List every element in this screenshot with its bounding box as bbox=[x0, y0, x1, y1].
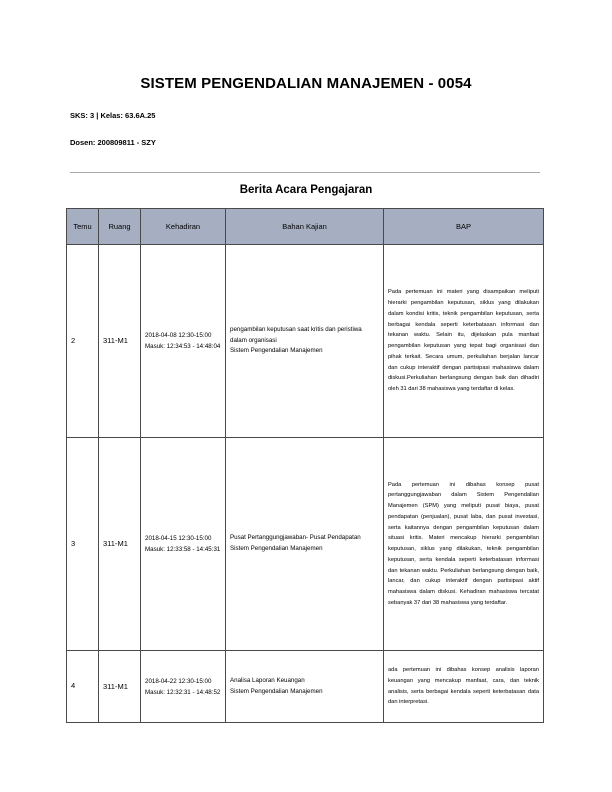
session-time: 2018-04-22 12:30-15:00 bbox=[145, 677, 212, 685]
topic: Pusat Pertanggungjawaban- Pusat Pendapatan bbox=[230, 534, 361, 542]
cell-bahan-kajian bbox=[226, 438, 384, 651]
table-header-row bbox=[67, 209, 544, 245]
cell-temu: 4 bbox=[67, 651, 99, 723]
cell-bap: ada pertemuan ini dibahas konsep analisis laporan keuangan yang mencakup manfaat, cara, dan teknik analisis, serta berbagai kendala seperti keterbatasan data dan interpretasi. bbox=[384, 651, 544, 723]
cell-temu: 2 bbox=[67, 245, 99, 438]
cell-ruang: 311-M1 bbox=[99, 245, 141, 438]
cell-ruang: 311-M1 bbox=[99, 651, 141, 723]
cell-bap: Pada pertemuan ini dibahas konsep pusat pertanggungjawaban dalam Sistem Pengendalian Manajemen (SPM) yang meliputi pusat biaya, pusat pendapatan (penjualan), pusat laba, dan pusat investasi, serta kaitannya dengan pengambilan keputusan dalam situasi kritis. Materi mencakup hierarki pengambilan keputusan, siklus yang dilakukan, teknik pengambilan keputusan, serta kendala seperti keterbatasan informasi dan tekanan waktu. Perkuliahan berlangsung dengan baik, lancar, dan cukup interaktif dengan partisipasi aktif mahasiswa dalam diskusi. Kehadiran mahasiswa tercatat sebanyak 37 dari 38 mahasiswa yang terdaftar. bbox=[384, 438, 544, 651]
table-row bbox=[67, 245, 544, 438]
header-bap: BAP bbox=[384, 209, 544, 245]
section-title: Berita Acara Pengajaran bbox=[239, 184, 373, 196]
cell-kehadiran bbox=[141, 245, 226, 438]
session-time: 2018-04-15 12:30-15:00 bbox=[145, 535, 212, 542]
topic: pengambilan keputusan saat kritis dan peristiwa dalam organisasi bbox=[230, 325, 362, 344]
cell-kehadiran bbox=[141, 438, 226, 651]
cell-bahan-kajian bbox=[226, 651, 384, 723]
cell-temu: 3 bbox=[67, 438, 99, 651]
checkin-time: Masuk: 12:34:53 - 14:48:04 bbox=[145, 343, 221, 350]
cell-kehadiran bbox=[141, 651, 226, 723]
cell-ruang: 311-M1 bbox=[99, 438, 141, 651]
cell-bap: Pada pertemuan ini materi yang disampaikan meliputi hierarki pengambilan keputusan, siklus yang dilakukan dalam kondisi kritis, teknik pengambilan keputusan, serta berbagai kendala seperti keterbatasan informasi dan tekanan waktu. Selain itu, dijelaskan pula manfaat pengambilan keputusan yang tepat bagi organisasi dan pihak terkait. Secara umum, perkuliahan berjalan lancar dan cukup interaktif dengan partisipasi mahasiswa dalam diskusi.Perkuliahan berlangsung dengan baik dan dihadiri oleh 31 dari 38 mahasiswa yang terdaftar di kelas. bbox=[384, 245, 544, 438]
course-name: Sistem Pengendalian Manajemen bbox=[230, 347, 323, 355]
course-lecturer: Dosen: 200809811 - SZY bbox=[70, 138, 156, 147]
table-row bbox=[67, 438, 544, 651]
header-bahan-kajian: Bahan Kajian bbox=[226, 209, 384, 245]
header-kehadiran: Kehadiran bbox=[141, 209, 226, 245]
course-title: SISTEM PENGENDALIAN MANAJEMEN - 0054 bbox=[140, 75, 472, 92]
session-time: 2018-04-08 12:30-15:00 bbox=[145, 332, 212, 339]
checkin-time: Masuk: 12:32:31 - 14:48:52 bbox=[145, 688, 221, 696]
course-name: Sistem Pengendalian Manajemen bbox=[230, 687, 323, 695]
topic: Analisa Laporan Keuangan bbox=[230, 676, 305, 684]
header-ruang: Ruang bbox=[99, 209, 141, 245]
cell-bahan-kajian bbox=[226, 245, 384, 438]
header-temu: Temu bbox=[67, 209, 99, 245]
teaching-record-table bbox=[66, 208, 544, 723]
course-sks-class: SKS: 3 | Kelas: 63.6A.25 bbox=[70, 111, 156, 120]
table-row bbox=[67, 651, 544, 723]
course-name: Sistem Pengendalian Manajemen bbox=[230, 545, 323, 552]
divider bbox=[70, 172, 540, 173]
checkin-time: Masuk: 12:33:58 - 14:45:31 bbox=[145, 546, 221, 553]
